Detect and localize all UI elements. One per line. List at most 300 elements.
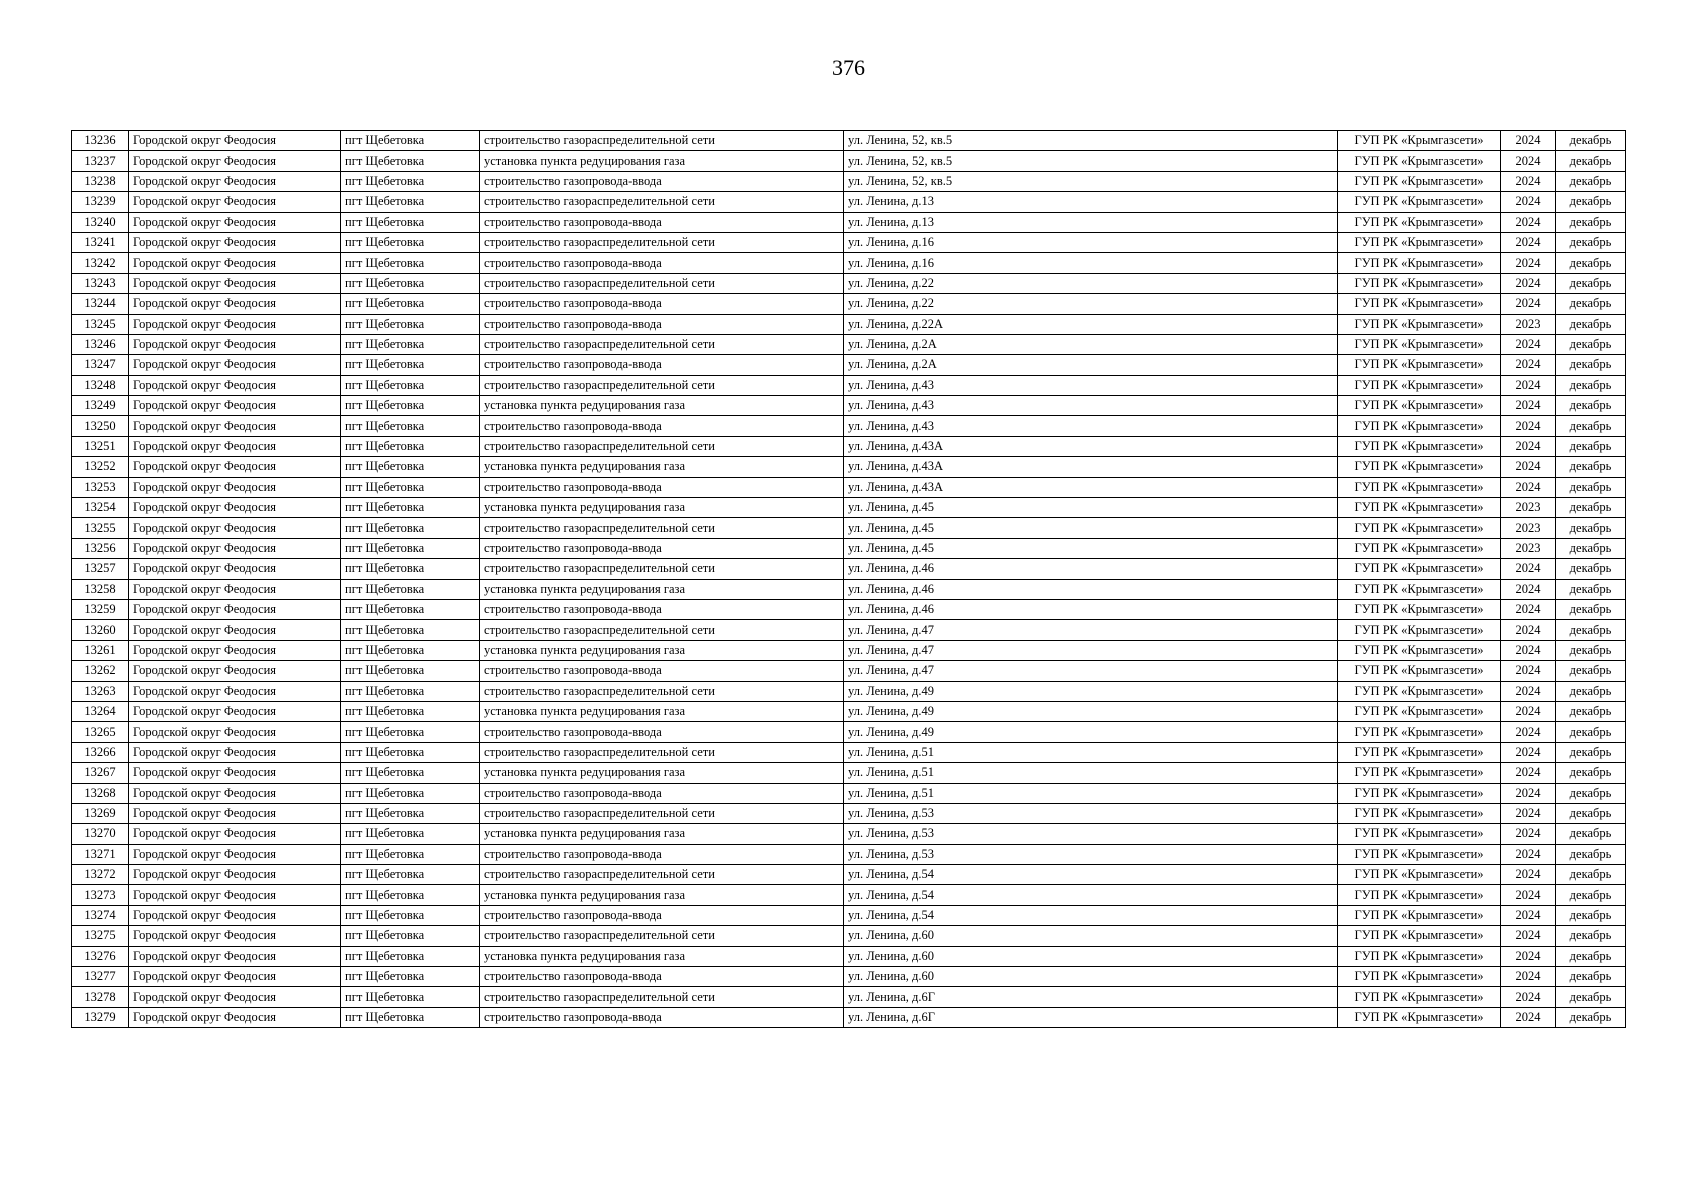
address-cell: ул. Ленина, 52, кв.5 <box>844 131 1338 151</box>
organization-cell: ГУП РК «Крымгазсети» <box>1338 599 1501 619</box>
settlement-cell: пгт Щебетовка <box>341 824 480 844</box>
record-number-cell: 13241 <box>72 232 129 252</box>
settlement-cell: пгт Щебетовка <box>341 518 480 538</box>
settlement-cell: пгт Щебетовка <box>341 599 480 619</box>
page-number: 376 <box>832 55 865 80</box>
municipality-cell: Городской округ Феодосия <box>129 926 341 946</box>
record-number-cell: 13256 <box>72 538 129 558</box>
work-type-cell: строительство газораспределительной сети <box>480 681 844 701</box>
municipality-cell: Городской округ Феодосия <box>129 131 341 151</box>
work-type-cell: строительство газораспределительной сети <box>480 232 844 252</box>
work-type-cell: строительство газораспределительной сети <box>480 375 844 395</box>
address-cell: ул. Ленина, д.16 <box>844 253 1338 273</box>
table-row <box>72 967 1626 987</box>
organization-cell: ГУП РК «Крымгазсети» <box>1338 967 1501 987</box>
organization-cell: ГУП РК «Крымгазсети» <box>1338 946 1501 966</box>
municipality-cell: Городской округ Феодосия <box>129 498 341 518</box>
settlement-cell: пгт Щебетовка <box>341 661 480 681</box>
work-type-cell: строительство газораспределительной сети <box>480 803 844 823</box>
address-cell: ул. Ленина, д.47 <box>844 640 1338 660</box>
month-cell: декабрь <box>1556 416 1626 436</box>
record-number-cell: 13248 <box>72 375 129 395</box>
municipality-cell: Городской округ Феодосия <box>129 681 341 701</box>
table-row <box>72 375 1626 395</box>
organization-cell: ГУП РК «Крымгазсети» <box>1338 131 1501 151</box>
table-row <box>72 885 1626 905</box>
address-cell: ул. Ленина, д.43А <box>844 477 1338 497</box>
record-number-cell: 13278 <box>72 987 129 1007</box>
record-number-cell: 13245 <box>72 314 129 334</box>
municipality-cell: Городской округ Феодосия <box>129 457 341 477</box>
month-cell: декабрь <box>1556 436 1626 456</box>
year-cell: 2024 <box>1501 701 1556 721</box>
table-row <box>72 294 1626 314</box>
settlement-cell: пгт Щебетовка <box>341 498 480 518</box>
year-cell: 2024 <box>1501 763 1556 783</box>
municipality-cell: Городской округ Феодосия <box>129 559 341 579</box>
table-row <box>72 763 1626 783</box>
month-cell: декабрь <box>1556 396 1626 416</box>
municipality-cell: Городской округ Феодосия <box>129 294 341 314</box>
year-cell: 2024 <box>1501 355 1556 375</box>
record-number-cell: 13237 <box>72 151 129 171</box>
year-cell: 2024 <box>1501 905 1556 925</box>
municipality-cell: Городской округ Феодосия <box>129 620 341 640</box>
work-type-cell: строительство газопровода-ввода <box>480 314 844 334</box>
organization-cell: ГУП РК «Крымгазсети» <box>1338 396 1501 416</box>
work-type-cell: строительство газопровода-ввода <box>480 844 844 864</box>
year-cell: 2023 <box>1501 518 1556 538</box>
address-cell: ул. Ленина, д.49 <box>844 701 1338 721</box>
municipality-cell: Городской округ Феодосия <box>129 865 341 885</box>
year-cell: 2024 <box>1501 640 1556 660</box>
month-cell: декабрь <box>1556 498 1626 518</box>
year-cell: 2024 <box>1501 844 1556 864</box>
organization-cell: ГУП РК «Крымгазсети» <box>1338 640 1501 660</box>
municipality-cell: Городской округ Феодосия <box>129 212 341 232</box>
month-cell: декабрь <box>1556 232 1626 252</box>
work-type-cell: установка пункта редуцирования газа <box>480 885 844 905</box>
settlement-cell: пгт Щебетовка <box>341 294 480 314</box>
table-row <box>72 457 1626 477</box>
settlement-cell: пгт Щебетовка <box>341 865 480 885</box>
work-type-cell: строительство газораспределительной сети <box>480 620 844 640</box>
month-cell: декабрь <box>1556 742 1626 762</box>
municipality-cell: Городской округ Феодосия <box>129 967 341 987</box>
settlement-cell: пгт Щебетовка <box>341 905 480 925</box>
work-type-cell: строительство газопровода-ввода <box>480 967 844 987</box>
month-cell: декабрь <box>1556 192 1626 212</box>
record-number-cell: 13262 <box>72 661 129 681</box>
year-cell: 2024 <box>1501 131 1556 151</box>
table-row <box>72 314 1626 334</box>
table-row <box>72 538 1626 558</box>
month-cell: декабрь <box>1556 457 1626 477</box>
municipality-cell: Городской округ Феодосия <box>129 701 341 721</box>
settlement-cell: пгт Щебетовка <box>341 987 480 1007</box>
month-cell: декабрь <box>1556 1007 1626 1027</box>
table-row <box>72 722 1626 742</box>
organization-cell: ГУП РК «Крымгазсети» <box>1338 477 1501 497</box>
month-cell: декабрь <box>1556 640 1626 660</box>
address-cell: ул. Ленина, д.16 <box>844 232 1338 252</box>
month-cell: декабрь <box>1556 824 1626 844</box>
settlement-cell: пгт Щебетовка <box>341 212 480 232</box>
record-number-cell: 13268 <box>72 783 129 803</box>
table-row <box>72 640 1626 660</box>
month-cell: декабрь <box>1556 131 1626 151</box>
settlement-cell: пгт Щебетовка <box>341 681 480 701</box>
month-cell: декабрь <box>1556 151 1626 171</box>
address-cell: ул. Ленина, д.43 <box>844 416 1338 436</box>
settlement-cell: пгт Щебетовка <box>341 232 480 252</box>
work-type-cell: строительство газопровода-ввода <box>480 538 844 558</box>
organization-cell: ГУП РК «Крымгазсети» <box>1338 865 1501 885</box>
municipality-cell: Городской округ Феодосия <box>129 1007 341 1027</box>
year-cell: 2024 <box>1501 396 1556 416</box>
year-cell: 2023 <box>1501 498 1556 518</box>
month-cell: декабрь <box>1556 294 1626 314</box>
work-type-cell: установка пункта редуцирования газа <box>480 824 844 844</box>
month-cell: декабрь <box>1556 885 1626 905</box>
record-number-cell: 13240 <box>72 212 129 232</box>
settlement-cell: пгт Щебетовка <box>341 334 480 354</box>
municipality-cell: Городской округ Феодосия <box>129 314 341 334</box>
address-cell: ул. Ленина, д.45 <box>844 498 1338 518</box>
work-type-cell: установка пункта редуцирования газа <box>480 640 844 660</box>
organization-cell: ГУП РК «Крымгазсети» <box>1338 171 1501 191</box>
table-row <box>72 783 1626 803</box>
month-cell: декабрь <box>1556 212 1626 232</box>
settlement-cell: пгт Щебетовка <box>341 885 480 905</box>
address-cell: ул. Ленина, д.60 <box>844 926 1338 946</box>
organization-cell: ГУП РК «Крымгазсети» <box>1338 987 1501 1007</box>
municipality-cell: Городской округ Феодосия <box>129 171 341 191</box>
address-cell: ул. Ленина, д.43А <box>844 457 1338 477</box>
year-cell: 2024 <box>1501 579 1556 599</box>
month-cell: декабрь <box>1556 681 1626 701</box>
work-type-cell: строительство газораспределительной сети <box>480 518 844 538</box>
record-number-cell: 13258 <box>72 579 129 599</box>
month-cell: декабрь <box>1556 253 1626 273</box>
month-cell: декабрь <box>1556 926 1626 946</box>
settlement-cell: пгт Щебетовка <box>341 457 480 477</box>
municipality-cell: Городской округ Феодосия <box>129 783 341 803</box>
settlement-cell: пгт Щебетовка <box>341 926 480 946</box>
year-cell: 2024 <box>1501 824 1556 844</box>
table-row <box>72 926 1626 946</box>
record-number-cell: 13263 <box>72 681 129 701</box>
record-number-cell: 13270 <box>72 824 129 844</box>
table-row <box>72 212 1626 232</box>
year-cell: 2024 <box>1501 620 1556 640</box>
table-row <box>72 803 1626 823</box>
work-type-cell: строительство газораспределительной сети <box>480 192 844 212</box>
settlement-cell: пгт Щебетовка <box>341 803 480 823</box>
record-number-cell: 13259 <box>72 599 129 619</box>
address-cell: ул. Ленина, д.54 <box>844 885 1338 905</box>
municipality-cell: Городской округ Феодосия <box>129 355 341 375</box>
year-cell: 2024 <box>1501 294 1556 314</box>
table-row <box>72 518 1626 538</box>
month-cell: декабрь <box>1556 865 1626 885</box>
record-number-cell: 13277 <box>72 967 129 987</box>
month-cell: декабрь <box>1556 722 1626 742</box>
settlement-cell: пгт Щебетовка <box>341 844 480 864</box>
municipality-cell: Городской округ Феодосия <box>129 538 341 558</box>
settlement-cell: пгт Щебетовка <box>341 967 480 987</box>
address-cell: ул. Ленина, д.53 <box>844 803 1338 823</box>
record-number-cell: 13274 <box>72 905 129 925</box>
settlement-cell: пгт Щебетовка <box>341 701 480 721</box>
organization-cell: ГУП РК «Крымгазсети» <box>1338 436 1501 456</box>
record-number-cell: 13267 <box>72 763 129 783</box>
work-type-cell: установка пункта редуцирования газа <box>480 701 844 721</box>
record-number-cell: 13246 <box>72 334 129 354</box>
month-cell: декабрь <box>1556 599 1626 619</box>
record-number-cell: 13264 <box>72 701 129 721</box>
settlement-cell: пгт Щебетовка <box>341 151 480 171</box>
organization-cell: ГУП РК «Крымгазсети» <box>1338 620 1501 640</box>
settlement-cell: пгт Щебетовка <box>341 783 480 803</box>
municipality-cell: Городской округ Феодосия <box>129 477 341 497</box>
table-row <box>72 131 1626 151</box>
settlement-cell: пгт Щебетовка <box>341 436 480 456</box>
month-cell: декабрь <box>1556 334 1626 354</box>
year-cell: 2024 <box>1501 885 1556 905</box>
work-type-cell: строительство газораспределительной сети <box>480 273 844 293</box>
record-number-cell: 13260 <box>72 620 129 640</box>
table-row <box>72 681 1626 701</box>
address-cell: ул. Ленина, д.6Г <box>844 987 1338 1007</box>
record-number-cell: 13242 <box>72 253 129 273</box>
work-type-cell: строительство газораспределительной сети <box>480 865 844 885</box>
work-type-cell: строительство газопровода-ввода <box>480 905 844 925</box>
month-cell: декабрь <box>1556 538 1626 558</box>
organization-cell: ГУП РК «Крымгазсети» <box>1338 334 1501 354</box>
work-type-cell: установка пункта редуцирования газа <box>480 763 844 783</box>
municipality-cell: Городской округ Феодосия <box>129 375 341 395</box>
month-cell: декабрь <box>1556 171 1626 191</box>
municipality-cell: Городской округ Феодосия <box>129 599 341 619</box>
municipality-cell: Городской округ Феодосия <box>129 436 341 456</box>
table-row <box>72 334 1626 354</box>
address-cell: ул. Ленина, д.43 <box>844 396 1338 416</box>
settlement-cell: пгт Щебетовка <box>341 620 480 640</box>
organization-cell: ГУП РК «Крымгазсети» <box>1338 926 1501 946</box>
settlement-cell: пгт Щебетовка <box>341 192 480 212</box>
year-cell: 2024 <box>1501 946 1556 966</box>
settlement-cell: пгт Щебетовка <box>341 253 480 273</box>
table-row <box>72 946 1626 966</box>
month-cell: декабрь <box>1556 701 1626 721</box>
municipality-cell: Городской округ Феодосия <box>129 885 341 905</box>
table-row <box>72 865 1626 885</box>
table-row <box>72 1007 1626 1027</box>
year-cell: 2024 <box>1501 334 1556 354</box>
address-cell: ул. Ленина, д.49 <box>844 681 1338 701</box>
work-type-cell: строительство газораспределительной сети <box>480 559 844 579</box>
organization-cell: ГУП РК «Крымгазсети» <box>1338 375 1501 395</box>
table-row <box>72 579 1626 599</box>
month-cell: декабрь <box>1556 355 1626 375</box>
year-cell: 2023 <box>1501 314 1556 334</box>
municipality-cell: Городской округ Феодосия <box>129 844 341 864</box>
work-type-cell: строительство газопровода-ввода <box>480 355 844 375</box>
address-cell: ул. Ленина, д.6Г <box>844 1007 1338 1027</box>
organization-cell: ГУП РК «Крымгазсети» <box>1338 783 1501 803</box>
organization-cell: ГУП РК «Крымгазсети» <box>1338 824 1501 844</box>
record-number-cell: 13249 <box>72 396 129 416</box>
work-type-cell: строительство газораспределительной сети <box>480 436 844 456</box>
table-row <box>72 599 1626 619</box>
month-cell: декабрь <box>1556 375 1626 395</box>
table-row <box>72 844 1626 864</box>
work-type-cell: строительство газораспределительной сети <box>480 131 844 151</box>
month-cell: декабрь <box>1556 273 1626 293</box>
table-row <box>72 477 1626 497</box>
municipality-cell: Городской округ Феодосия <box>129 661 341 681</box>
month-cell: декабрь <box>1556 661 1626 681</box>
year-cell: 2024 <box>1501 436 1556 456</box>
work-type-cell: строительство газораспределительной сети <box>480 926 844 946</box>
municipality-cell: Городской округ Феодосия <box>129 763 341 783</box>
year-cell: 2024 <box>1501 232 1556 252</box>
work-type-cell: строительство газопровода-ввода <box>480 171 844 191</box>
municipality-cell: Городской округ Феодосия <box>129 579 341 599</box>
work-type-cell: строительство газопровода-ввода <box>480 599 844 619</box>
work-type-cell: строительство газораспределительной сети <box>480 742 844 762</box>
month-cell: декабрь <box>1556 559 1626 579</box>
address-cell: ул. Ленина, д.22 <box>844 294 1338 314</box>
address-cell: ул. Ленина, д.53 <box>844 844 1338 864</box>
organization-cell: ГУП РК «Крымгазсети» <box>1338 498 1501 518</box>
address-cell: ул. Ленина, д.46 <box>844 579 1338 599</box>
table-row <box>72 701 1626 721</box>
work-type-cell: строительство газораспределительной сети <box>480 334 844 354</box>
municipality-cell: Городской округ Феодосия <box>129 232 341 252</box>
settlement-cell: пгт Щебетовка <box>341 1007 480 1027</box>
record-number-cell: 13254 <box>72 498 129 518</box>
year-cell: 2024 <box>1501 477 1556 497</box>
record-number-cell: 13272 <box>72 865 129 885</box>
settlement-cell: пгт Щебетовка <box>341 640 480 660</box>
organization-cell: ГУП РК «Крымгазсети» <box>1338 151 1501 171</box>
address-cell: ул. Ленина, д.13 <box>844 212 1338 232</box>
year-cell: 2024 <box>1501 803 1556 823</box>
settlement-cell: пгт Щебетовка <box>341 722 480 742</box>
table-row <box>72 171 1626 191</box>
month-cell: декабрь <box>1556 783 1626 803</box>
address-cell: ул. Ленина, д.47 <box>844 620 1338 640</box>
municipality-cell: Городской округ Феодосия <box>129 416 341 436</box>
table-row <box>72 498 1626 518</box>
settlement-cell: пгт Щебетовка <box>341 538 480 558</box>
month-cell: декабрь <box>1556 763 1626 783</box>
address-cell: ул. Ленина, д.54 <box>844 865 1338 885</box>
year-cell: 2024 <box>1501 967 1556 987</box>
record-number-cell: 13238 <box>72 171 129 191</box>
year-cell: 2024 <box>1501 457 1556 477</box>
record-number-cell: 13271 <box>72 844 129 864</box>
record-number-cell: 13247 <box>72 355 129 375</box>
record-number-cell: 13253 <box>72 477 129 497</box>
address-cell: ул. Ленина, д.46 <box>844 599 1338 619</box>
address-cell: ул. Ленина, д.2А <box>844 355 1338 375</box>
month-cell: декабрь <box>1556 967 1626 987</box>
table-row <box>72 620 1626 640</box>
organization-cell: ГУП РК «Крымгазсети» <box>1338 212 1501 232</box>
organization-cell: ГУП РК «Крымгазсети» <box>1338 538 1501 558</box>
record-number-cell: 13279 <box>72 1007 129 1027</box>
settlement-cell: пгт Щебетовка <box>341 416 480 436</box>
year-cell: 2024 <box>1501 742 1556 762</box>
record-number-cell: 13244 <box>72 294 129 314</box>
work-type-cell: строительство газопровода-ввода <box>480 661 844 681</box>
organization-cell: ГУП РК «Крымгазсети» <box>1338 701 1501 721</box>
table-row <box>72 396 1626 416</box>
address-cell: ул. Ленина, д.13 <box>844 192 1338 212</box>
year-cell: 2024 <box>1501 253 1556 273</box>
month-cell: декабрь <box>1556 579 1626 599</box>
settlement-cell: пгт Щебетовка <box>341 763 480 783</box>
municipality-cell: Городской округ Феодосия <box>129 518 341 538</box>
address-cell: ул. Ленина, д.46 <box>844 559 1338 579</box>
municipality-cell: Городской округ Феодосия <box>129 192 341 212</box>
table-row <box>72 661 1626 681</box>
address-cell: ул. Ленина, д.43А <box>844 436 1338 456</box>
record-number-cell: 13257 <box>72 559 129 579</box>
address-cell: ул. Ленина, д.60 <box>844 946 1338 966</box>
organization-cell: ГУП РК «Крымгазсети» <box>1338 803 1501 823</box>
table-row <box>72 232 1626 252</box>
year-cell: 2024 <box>1501 1007 1556 1027</box>
year-cell: 2024 <box>1501 212 1556 232</box>
year-cell: 2023 <box>1501 538 1556 558</box>
municipality-cell: Городской округ Феодосия <box>129 334 341 354</box>
settlement-cell: пгт Щебетовка <box>341 314 480 334</box>
year-cell: 2024 <box>1501 926 1556 946</box>
address-cell: ул. Ленина, д.22А <box>844 314 1338 334</box>
table-row <box>72 987 1626 1007</box>
month-cell: декабрь <box>1556 905 1626 925</box>
record-number-cell: 13255 <box>72 518 129 538</box>
organization-cell: ГУП РК «Крымгазсети» <box>1338 518 1501 538</box>
settlement-cell: пгт Щебетовка <box>341 396 480 416</box>
record-number-cell: 13275 <box>72 926 129 946</box>
address-cell: ул. Ленина, д.22 <box>844 273 1338 293</box>
municipality-cell: Городской округ Феодосия <box>129 803 341 823</box>
table-row <box>72 559 1626 579</box>
work-type-cell: строительство газопровода-ввода <box>480 1007 844 1027</box>
municipality-cell: Городской округ Феодосия <box>129 987 341 1007</box>
work-type-cell: строительство газопровода-ввода <box>480 722 844 742</box>
month-cell: декабрь <box>1556 803 1626 823</box>
organization-cell: ГУП РК «Крымгазсети» <box>1338 885 1501 905</box>
organization-cell: ГУП РК «Крымгазсети» <box>1338 294 1501 314</box>
record-number-cell: 13265 <box>72 722 129 742</box>
address-cell: ул. Ленина, д.60 <box>844 967 1338 987</box>
settlement-cell: пгт Щебетовка <box>341 477 480 497</box>
organization-cell: ГУП РК «Крымгазсети» <box>1338 763 1501 783</box>
table-row <box>72 151 1626 171</box>
organization-cell: ГУП РК «Крымгазсети» <box>1338 681 1501 701</box>
organization-cell: ГУП РК «Крымгазсети» <box>1338 355 1501 375</box>
table-row <box>72 742 1626 762</box>
address-cell: ул. Ленина, д.51 <box>844 763 1338 783</box>
settlement-cell: пгт Щебетовка <box>341 742 480 762</box>
municipality-cell: Городской округ Феодосия <box>129 946 341 966</box>
